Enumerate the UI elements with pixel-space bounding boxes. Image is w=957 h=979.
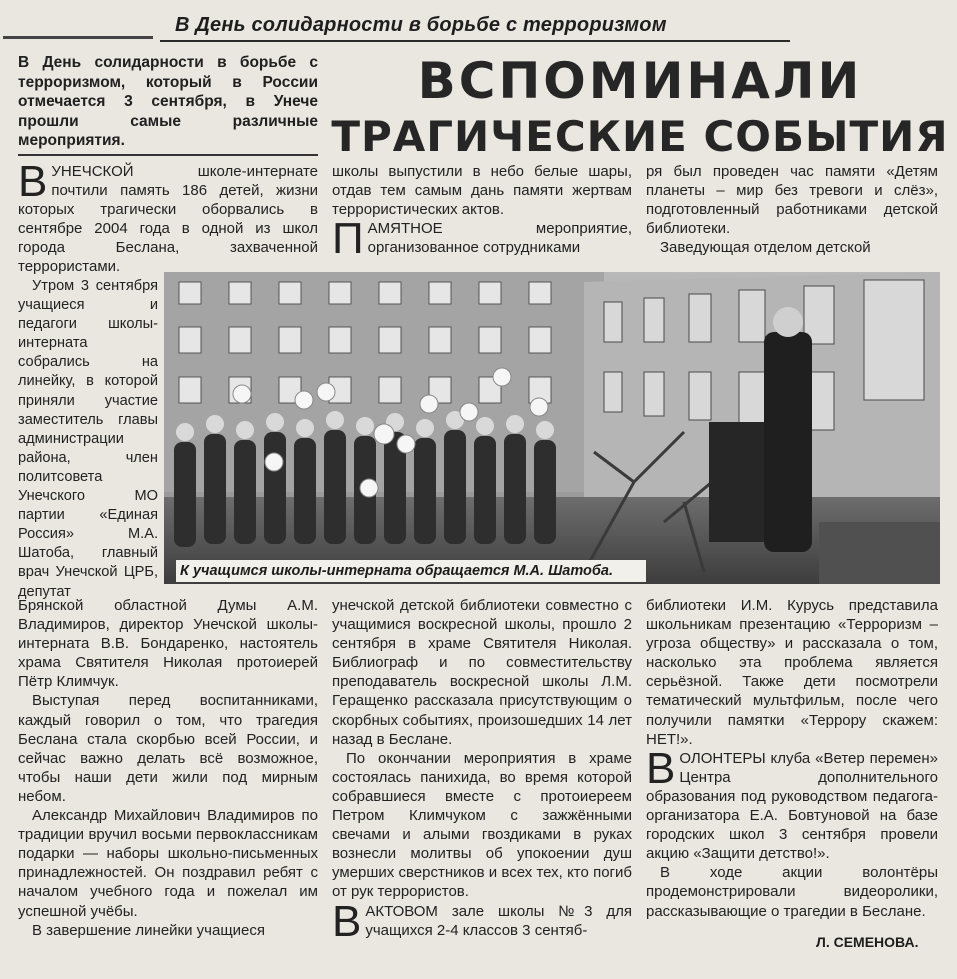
author-signature: Л. СЕМЕНОВА.	[816, 934, 919, 950]
paragraph	[332, 896, 632, 946]
column-1-bottom	[18, 596, 318, 956]
paragraph: Александр Михайлович Владимиров по традиции вручил восьми первоклассникам подарки — наборы школьно-письменных принадлежностей. Он поздравил ребят с началом учебного года и пожелал им успешной учёбы.	[18, 807, 318, 920]
paragraph-text: ОЛОНТЕРЫ клуба «Ветер перемен» Центра дополнительного образования под руководством педагога-организатора Е.А. Бовтуновой на базе городских школ 3 сентября провели акцию «Защити детство!».	[646, 749, 938, 863]
column-3-top	[646, 162, 938, 272]
drop-cap: П	[332, 214, 364, 264]
paragraph: Утром 3 сентября учащиеся и педагоги школы-интерната собрались на линейку, в которой приняли участие заместитель главы администрации района, член политсовета Унечского МО партии «Единая Россия» М.А. Шатоба, главный врач Унечской ЦРБ, депутат	[18, 278, 158, 600]
paragraph-text: УНЕЧСКОЙ школе-интернате почтили память 186 детей, жизни которых трагически оборвались в сентябре 2004 года в одной из школ города Беслана, захваченной террористами.	[18, 163, 318, 276]
paragraph: Выступая перед воспитанниками, каждый говорил о том, что трагедия Беслана стала скорбью всей России, и сейчас важно делать всё возможное, чтобы наши дети жили под мирным небом.	[18, 692, 318, 805]
drop-cap: В	[332, 896, 362, 946]
paragraph: По окончании мероприятия в храме состоялась панихида, во время которой собравшиеся вместе с протоиереем Петром Климчуком с зажжёнными свечами и алыми гвоздиками в руках вознесли молитвы об упокоении душ умерших сверстников и всех тех, кто погиб от рук террористов.	[332, 749, 632, 901]
paragraph: библиотеки И.М. Курусь представила школьникам презентацию «Терроризм – угроза обществу» и рассказала о том, насколько эта проблема является серьёзной. Также дети посмотрели тематический мультфильм, после чего получили памятки «Террору скажем: НЕТ!».	[646, 597, 938, 748]
paragraph	[332, 214, 632, 264]
paragraph: В завершение линейки учащиеся	[32, 921, 266, 939]
drop-cap: В	[646, 743, 676, 793]
rubric-underline	[160, 40, 790, 42]
drop-cap: В	[18, 157, 48, 206]
paragraph	[18, 157, 318, 277]
paragraph	[646, 743, 938, 864]
column-1-narrow	[18, 277, 158, 600]
paragraph: школы выпустили в небо белые шары, отдав тем самым дань памяти жертвам террористических актов.	[332, 163, 632, 219]
paragraph-text: АКТОВОМ зале школы №3 для учащихся 2-4 классов 3 сентяб-	[365, 902, 632, 939]
paragraph: В ходе акции волонтёры продемонстрировали видеоролики, рассказывающие о трагедии в Беслане.	[646, 864, 938, 920]
column-1-intro	[18, 157, 318, 276]
headline-line-1: ВСПОМИНАЛИ	[417, 52, 863, 110]
rubric-heading: В День солидарности в борьбе с терроризмом	[175, 14, 667, 36]
article-headline	[330, 52, 950, 161]
paragraph-text: АМЯТНОЕ мероприятие, организованное сотрудниками	[367, 220, 632, 257]
column-2-top	[332, 162, 632, 272]
corner-rule	[3, 36, 153, 39]
paragraph: Брянской областной Думы А.М. Владимиров, директор Унечской школы-интерната В.В. Бондаренко, настоятель храма Святителя Николая протоиерей Пётр Климчук.	[18, 597, 318, 691]
paragraph: ря был проведен час памяти «Детям планеты – мир без тревоги и слёз», подготовленный работниками детской библиотеки.	[646, 163, 938, 238]
column-3-bottom	[646, 596, 938, 931]
paragraph: унечской детской библиотеки совместно с учащимися воскресной школы, прошло 2 сентября в храме Святителя Николая. Библиограф и по совместительству преподаватель воскресной школы Л.М. Геращенко рассказала присутствующим о скорбных событиях, произошедших 14 лет назад в Беслане.	[332, 597, 632, 748]
column-2-bottom	[332, 596, 632, 956]
article-photo	[164, 272, 940, 584]
photo-caption: К учащимся школы-интерната обращается М.А. Шатоба.	[176, 560, 646, 582]
lead-paragraph: В День солидарности в борьбе с терроризмом, который в России отмечается 3 сентября, в Унече прошли самые различные мероприятия.	[18, 54, 318, 149]
paragraph: Заведующая отделом детской	[660, 239, 871, 257]
photo-illustration	[164, 272, 940, 584]
headline-line-2: ТРАГИЧЕСКИЕ СОБЫТИЯ	[331, 112, 949, 161]
lead-divider	[18, 154, 318, 156]
